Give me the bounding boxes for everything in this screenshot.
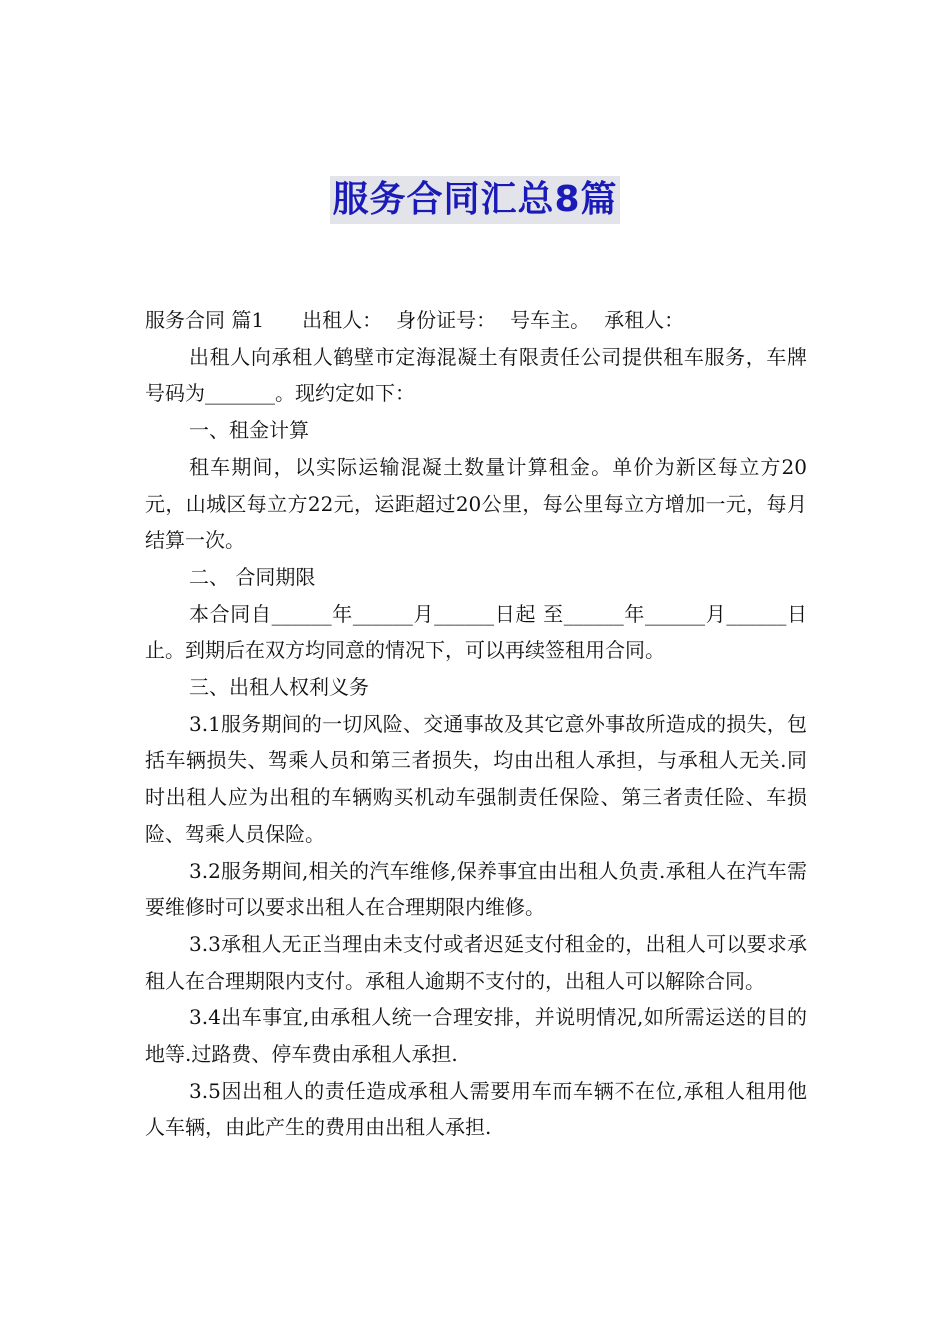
clause-3-4: 3.4出车事宜,由承租人统一合理安排，并说明情况,如所需运送的目的地等.过路费、停车费由承租人承担. bbox=[145, 1005, 807, 1067]
paragraph-contract-term: 本合同自______年______月______日起 至______年______月______日止。到期后在双方均同意的情况下，可以再续签租用合同。 bbox=[145, 601, 807, 663]
heading-contract-term: 二、 合同期限 bbox=[189, 564, 316, 589]
document-title: 服务合同汇总8篇 bbox=[330, 176, 619, 224]
heading-lessor-rights: 三、出租人权利义务 bbox=[189, 675, 369, 700]
paragraph-intro: 出租人向承租人鹤壁市定海混凝土有限责任公司提供租车服务，车牌号码为_______。现约定如下： bbox=[145, 344, 807, 406]
clause-3-3: 3.3承租人无正当理由未支付或者迟延支付租金的，出租人可以要求承租人在合理期限内支付。承租人逾期不支付的，出租人可以解除合同。 bbox=[145, 931, 807, 993]
title-container bbox=[0, 176, 950, 224]
lessee-label: 承租人： bbox=[604, 308, 685, 332]
contract-header-line bbox=[145, 302, 807, 339]
clause-3-2: 3.2服务期间,相关的汽车维修,保养事宜由出租人负责.承租人在汽车需要维修时可以要求出租人在合理期限内维修。 bbox=[145, 858, 807, 920]
clause-3-5: 3.5因出租人的责任造成承租人需要用车而车辆不在位,承租人租用他人车辆，由此产生的费用由出租人承担. bbox=[145, 1078, 807, 1140]
heading-rent-calculation: 一、租金计算 bbox=[189, 418, 309, 443]
id-number-label: 身份证号： bbox=[396, 308, 497, 332]
clause-3-1: 3.1服务期间的一切风险、交通事故及其它意外事故所造成的损失，包括车辆损失、驾乘人员和第三者损失，均由出租人承担，与承租人无关.同时出租人应为出租的车辆购买机动车强制责任保险、第三者责任险、车损险、驾乘人员保险。 bbox=[145, 711, 807, 846]
car-owner-label: 号车主。 bbox=[510, 308, 591, 332]
document-body bbox=[145, 302, 807, 1146]
section-label: 服务合同 篇1 bbox=[145, 308, 265, 332]
paragraph-rent-terms: 租车期间，以实际运输混凝土数量计算租金。单价为新区每立方20元，山城区每立方22元，运距超过20公里，每公里每立方增加一元，每月结算一次。 bbox=[145, 454, 807, 553]
lessor-label: 出租人： bbox=[302, 308, 383, 332]
